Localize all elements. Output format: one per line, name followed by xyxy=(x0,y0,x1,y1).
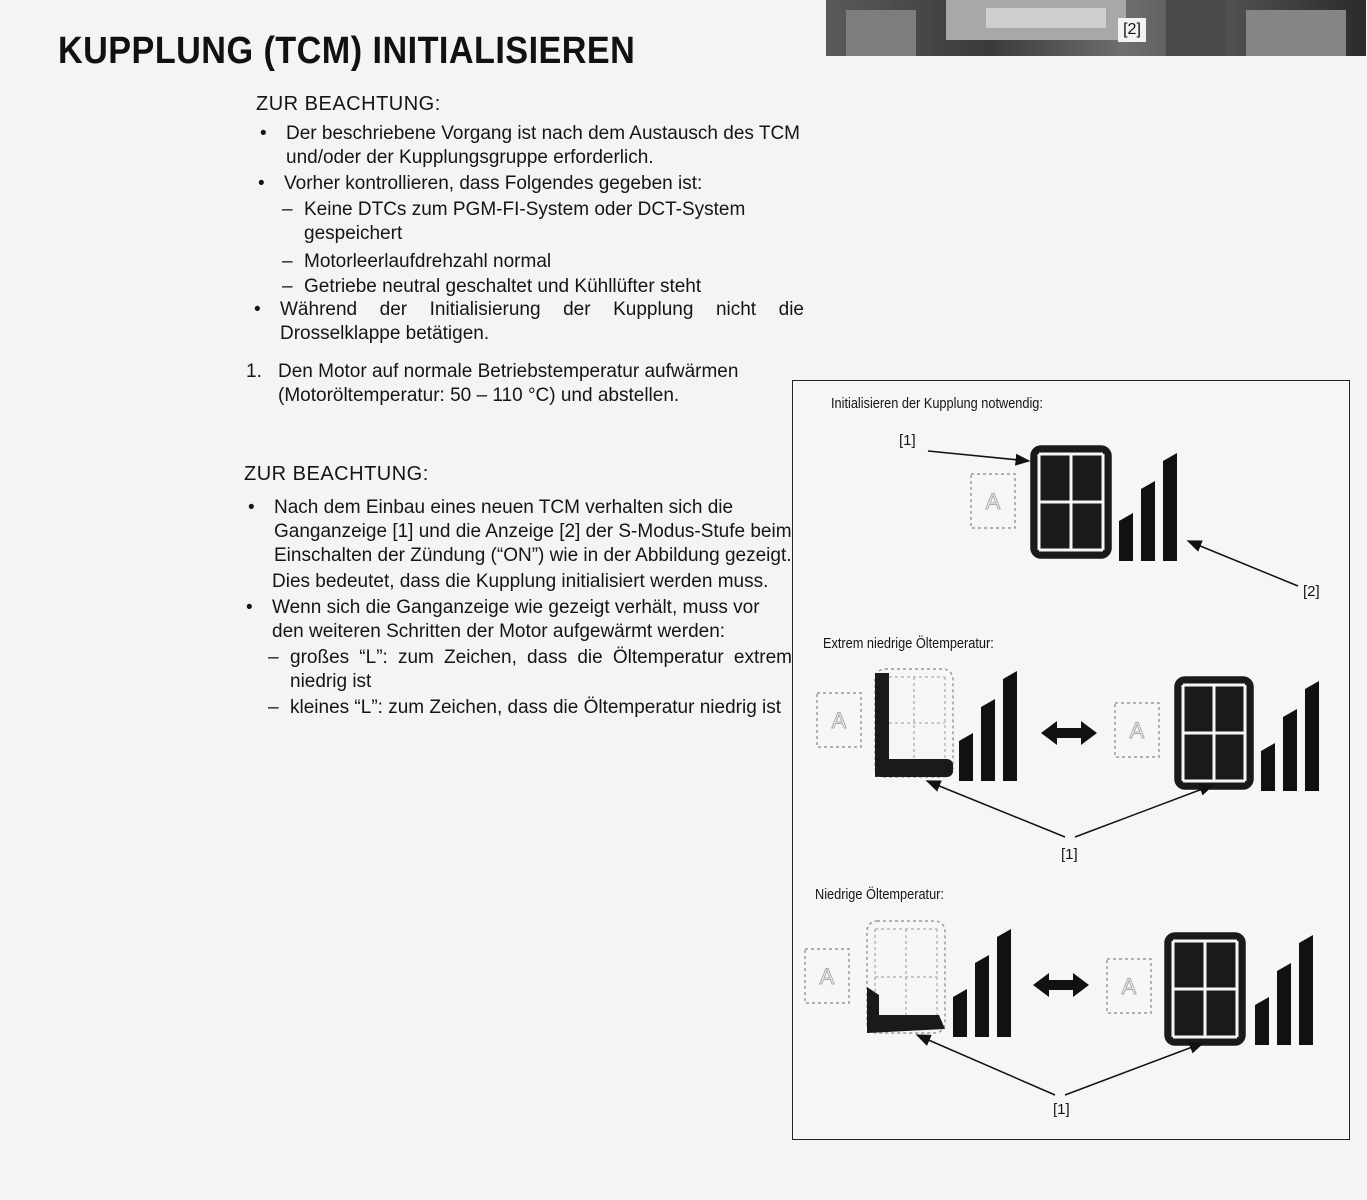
note-heading: ZUR BEACHTUNG: xyxy=(244,463,429,485)
note2-dash-2-text: kleines “L”: zum Zeichen, dass die Öltemperatur niedrig ist xyxy=(290,697,782,718)
step-1-text: Den Motor auf normale Betriebstemperatur aufwärmen (Motoröltemperatur: 50 – 110 °C) und abstellen. xyxy=(278,361,739,406)
note1-dash-1 xyxy=(282,198,804,246)
page-title: KUPPLUNG (TCM) INITIALISIEREN xyxy=(58,30,636,72)
s-mode-bar xyxy=(981,699,995,781)
figure-caption-3: Niedrige Öltemperatur: xyxy=(815,886,944,903)
callout-arrow xyxy=(1065,1043,1203,1095)
s-mode-bar xyxy=(1277,963,1291,1045)
bullet-marker: • xyxy=(260,123,267,144)
bullet-marker: • xyxy=(258,173,265,194)
figure-caption-2: Extrem niedrige Öltemperatur: xyxy=(823,635,994,652)
note1-bullet-3-text: Während der Initialisierung der Kupplung nicht die Drosselklappe betätigen. xyxy=(280,299,804,344)
note1-bullet-3 xyxy=(254,298,804,346)
note1-dash-1-text: Keine DTCs zum PGM-FI-System oder DCT-System gespeichert xyxy=(304,199,746,244)
bullet-marker: • xyxy=(248,497,255,518)
double-arrow xyxy=(1041,721,1097,745)
note1-bullet-2-text: Vorher kontrollieren, dass Folgendes gegeben ist: xyxy=(284,173,703,194)
s-mode-bar xyxy=(1119,513,1133,561)
indicator-figure xyxy=(792,380,1350,1140)
note1-bullet-1 xyxy=(260,122,806,170)
bullet-marker: • xyxy=(254,299,261,320)
dash-marker: – xyxy=(268,697,279,718)
a-indicator-letter: A xyxy=(1129,718,1145,743)
s-mode-bar xyxy=(953,989,967,1037)
a-indicator-letter: A xyxy=(831,708,847,733)
digit-segment-lit xyxy=(875,673,889,773)
s-mode-bar xyxy=(1299,935,1313,1045)
dash-marker: – xyxy=(282,276,293,297)
note1-bullet-1-text: Der beschriebene Vorgang ist nach dem Austausch des TCM und/oder der Kupplungsgruppe erforderlich. xyxy=(286,123,800,168)
s-mode-bar xyxy=(1261,743,1275,791)
step-1 xyxy=(246,360,802,408)
s-mode-bar xyxy=(1283,709,1297,791)
callout-arrow xyxy=(1188,541,1298,586)
note-heading: ZUR BEACHTUNG: xyxy=(256,93,441,115)
note2-bullet-2 xyxy=(246,596,794,644)
photo-callout-label: [2] xyxy=(1118,18,1146,42)
s-mode-bar xyxy=(1003,671,1017,781)
note2-dash-2 xyxy=(268,696,792,720)
note2-bullet-1-text: Nach dem Einbau eines neuen TCM verhalten sich die Ganganzeige [1] und die Anzeige [2] der S-Modus-Stufe beim Einschalten der Zündung (“ON”) wie in der Abbildung gezeigt. xyxy=(274,497,792,566)
step-number: 1. xyxy=(246,361,262,382)
callout-s-mode-indicator: [2] xyxy=(1303,583,1320,600)
callout-gear-indicator: [1] xyxy=(1061,846,1078,863)
digit-segment-lit xyxy=(875,759,953,777)
note1-dash-3 xyxy=(282,275,804,299)
note1-dash-3-text: Getriebe neutral geschaltet und Kühllüfter steht xyxy=(304,276,702,297)
a-indicator-letter: A xyxy=(985,489,1001,514)
callout-arrow xyxy=(1075,785,1213,837)
note1-bullet-2 xyxy=(258,172,804,196)
note2-bullet-1-continued: Dies bedeutet, dass die Kupplung initialisiert werden muss. xyxy=(272,571,769,592)
note1-dash-2 xyxy=(282,250,804,274)
s-mode-bar xyxy=(1163,453,1177,561)
s-mode-bar xyxy=(997,929,1011,1037)
a-indicator-letter: A xyxy=(819,964,835,989)
a-indicator-letter: A xyxy=(1121,974,1137,999)
note2-bullet-1 xyxy=(248,496,796,568)
callout-gear-indicator: [1] xyxy=(899,432,916,449)
s-mode-bar xyxy=(1255,997,1269,1045)
callout-gear-indicator: [1] xyxy=(1053,1101,1070,1118)
bullet-marker: • xyxy=(246,597,253,618)
dash-marker: – xyxy=(282,199,293,220)
figure-caption-1: Initialisieren der Kupplung notwendig: xyxy=(831,395,1043,412)
display-illustrations xyxy=(793,381,1351,1141)
dash-marker: – xyxy=(268,647,279,668)
dash-marker: – xyxy=(282,251,293,272)
s-mode-bar xyxy=(959,733,973,781)
note2-bullet-2-text: Wenn sich die Ganganzeige wie gezeigt verhält, muss vor den weiteren Schritten der Motor aufgewärmt werden: xyxy=(272,597,760,642)
callout-arrow xyxy=(928,451,1029,461)
s-mode-bar xyxy=(1305,681,1319,791)
reference-photo xyxy=(826,0,1366,56)
callout-arrow xyxy=(927,781,1065,837)
note2-dash-1 xyxy=(268,646,792,694)
s-mode-bar xyxy=(975,955,989,1037)
double-arrow xyxy=(1033,973,1089,997)
note1-dash-2-text: Motorleerlaufdrehzahl normal xyxy=(304,251,552,272)
s-mode-bar xyxy=(1141,481,1155,561)
note2-dash-1-text: großes “L”: zum Zeichen, dass die Öltemperatur extrem niedrig ist xyxy=(290,647,792,692)
callout-arrow xyxy=(917,1035,1055,1095)
